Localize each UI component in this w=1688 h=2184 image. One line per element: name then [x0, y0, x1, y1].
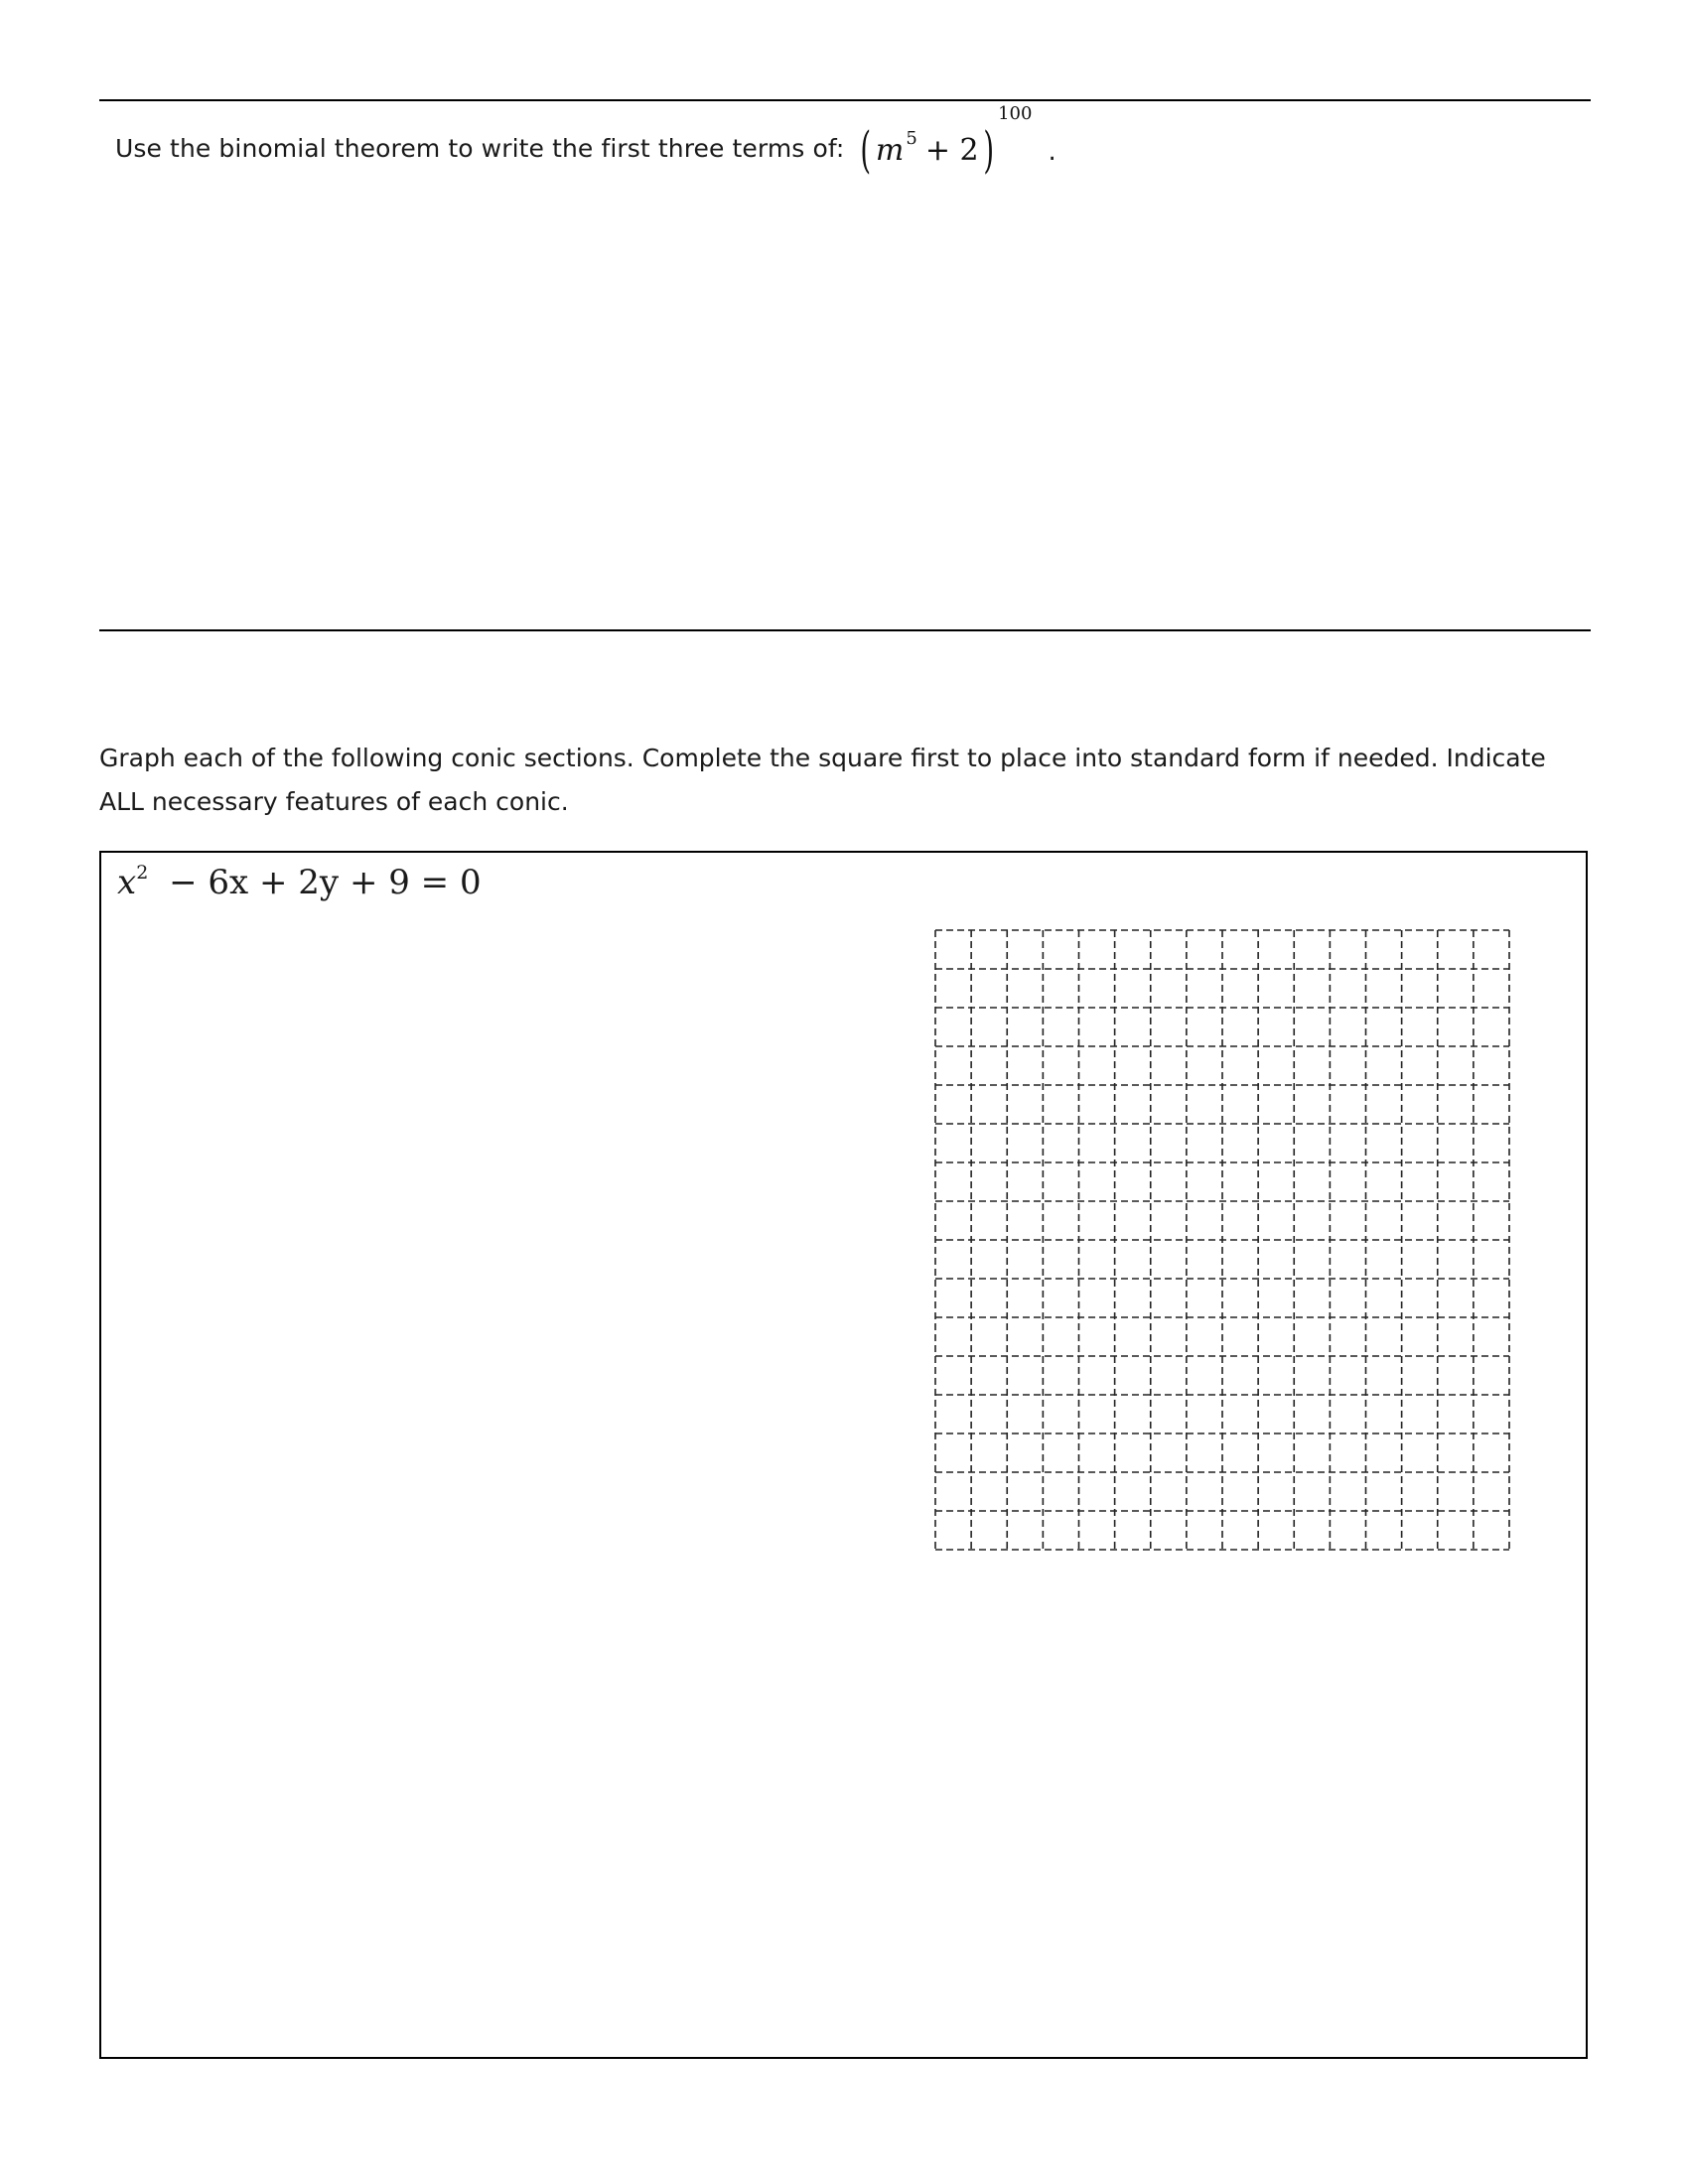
- base-variable: m: [875, 132, 905, 168]
- conic-instructions: [99, 737, 1609, 824]
- problem-box: [99, 851, 1588, 2059]
- top-divider: [99, 99, 1591, 101]
- trailing-period: .: [1048, 137, 1056, 167]
- open-paren: (: [860, 121, 872, 179]
- equation-exponent: 2: [136, 862, 149, 884]
- binomial-question: [115, 103, 1056, 179]
- conic-equation: [117, 863, 482, 902]
- instructions-line-1: Graph each of the following conic sections. Complete the square first to place into standard form if needed. Indicate: [99, 744, 1546, 772]
- binomial-expression: [856, 103, 1033, 179]
- plus-term: + 2: [924, 132, 979, 168]
- graph-grid-svg[interactable]: [933, 928, 1511, 1552]
- instructions-line-2: ALL necessary features of each conic.: [99, 787, 569, 816]
- equation-variable: x: [117, 863, 137, 902]
- middle-divider: [99, 629, 1591, 631]
- equation-rest: − 6x + 2y + 9 = 0: [169, 863, 482, 902]
- outer-exponent: 100: [998, 103, 1033, 124]
- close-paren: ): [982, 121, 994, 179]
- binomial-prompt: Use the binomial theorem to write the first three terms of:: [115, 133, 845, 163]
- graph-grid[interactable]: [933, 928, 1511, 1552]
- base-exponent: 5: [906, 127, 917, 149]
